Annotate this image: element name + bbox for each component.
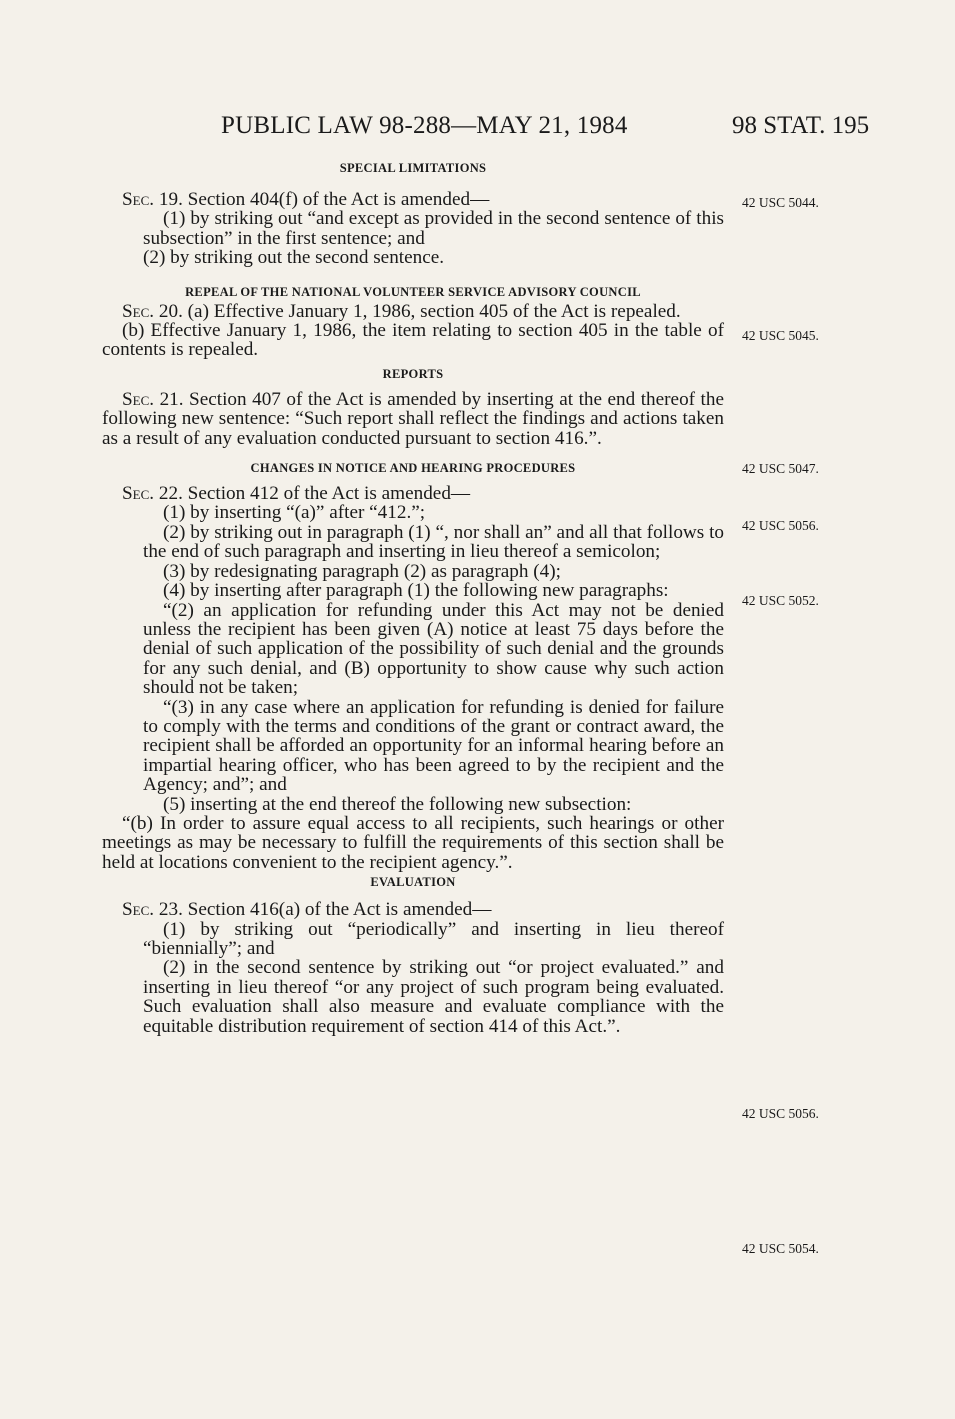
sec-22-para-5: (5) inserting at the end thereof the following new subsection:	[163, 793, 632, 815]
sec-22-quoted-b: “(b) In order to assure equal access to all recipients, such hearings or other meetings as may be necessary to fulfill the requirements of this section shall be held at locations convenient to the recipient agency.”.	[102, 812, 724, 873]
heading-special-limitations: SPECIAL LIMITATIONS	[339, 161, 487, 175]
sec-label: Sec.	[122, 300, 155, 322]
page-header-title: PUBLIC LAW 98-288—MAY 21, 1984	[221, 112, 628, 139]
sec-label: Sec.	[122, 899, 155, 921]
heading-changes: CHANGES IN NOTICE AND HEARING PROCEDURES	[250, 461, 576, 476]
heading-repeal: REPEAL OF THE NATIONAL VOLUNTEER SERVICE ADVISORY COUNCIL	[185, 284, 641, 299]
sec-label: Sec.	[122, 388, 155, 410]
sec-21-text: Sec. 21. Section 407 of the Act is amended by inserting at the end thereof the following new sentence: “Such report shall reflect the findings and actions taken as a result of any evaluation conducted pursuant to section 416.”.	[102, 388, 724, 449]
sec-22-para-4: (4) by inserting after paragraph (1) the following new paragraphs:	[163, 580, 669, 602]
sec-19-intro: Sec. 19. Section 404(f) of the Act is amended—	[122, 189, 490, 210]
margin-note-usc: 42 USC 5054.	[742, 1241, 819, 1256]
heading-evaluation: EVALUATION	[370, 875, 456, 890]
sec-label: Sec.	[122, 189, 155, 210]
sec-23-para-1: (1) by striking out “periodically” and inserting in lieu thereof “biennially”; and	[143, 918, 724, 959]
sec-19-para-1: (1) by striking out “and except as provided in the second sentence of this subsection” in the first sentence; and	[143, 208, 724, 249]
margin-note-usc: 42 USC 5056.	[742, 1106, 819, 1121]
statute-body	[102, 158, 724, 1036]
sec-23-para-2: (2) in the second sentence by striking out “or project evaluated.” and inserting in lieu thereof “or any project of such program being evaluated. Such evaluation shall also measure and evaluate compliance with the equitable distribution requirement of section 414 of this Act.”.	[143, 957, 724, 1037]
sec-20-a: Sec. 20. (a) Effective January 1, 1986, section 405 of the Act is repealed.	[122, 300, 681, 322]
sec-22-para-3: (3) by redesignating paragraph (2) as paragraph (4);	[163, 560, 561, 582]
sec-22-para-1: (1) by inserting “(a)” after “412.”;	[163, 502, 426, 524]
sec-22-intro: Sec. 22. Section 412 of the Act is amended—	[122, 483, 471, 505]
heading-reports: REPORTS	[382, 366, 444, 381]
sec-22-quoted-2: “(2) an application for refunding under this Act may not be denied unless the recipient has been given (A) notice at least 75 days before the denial of such application of the possibility of such denial and the grounds for any such denial, and (B) opportunity to show cause why such action should not be taken;	[143, 599, 724, 699]
margin-note-usc: 42 USC 5052.	[742, 593, 819, 608]
sec-23-intro: Sec. 23. Section 416(a) of the Act is amended—	[122, 899, 492, 921]
margin-note-usc: 42 USC 5056.	[742, 518, 819, 533]
sec-label: Sec.	[122, 483, 155, 505]
sec-20-b: (b) Effective January 1, 1986, the item relating to section 405 in the table of contents is repealed.	[102, 320, 724, 361]
sec-19-para-2: (2) by striking out the second sentence.	[143, 247, 445, 269]
margin-note-usc: 42 USC 5044.	[742, 195, 819, 210]
sec-22-quoted-3: “(3) in any case where an application for refunding is denied for failure to comply with the terms and conditions of the grant or contract award, the recipient shall be afforded an opportunity for an informal hearing before an impartial hearing officer, who has been agreed to by the recipient and the Agency; and”; and	[143, 696, 724, 796]
sec-22-para-2: (2) by striking out in paragraph (1) “, nor shall an” and all that follows to the end of such paragraph and inserting in lieu thereof a semicolon;	[143, 521, 724, 563]
margin-note-usc: 42 USC 5047.	[742, 461, 819, 476]
page-header-stat: 98 STAT. 195	[732, 112, 870, 139]
margin-note-usc: 42 USC 5045.	[742, 328, 819, 343]
